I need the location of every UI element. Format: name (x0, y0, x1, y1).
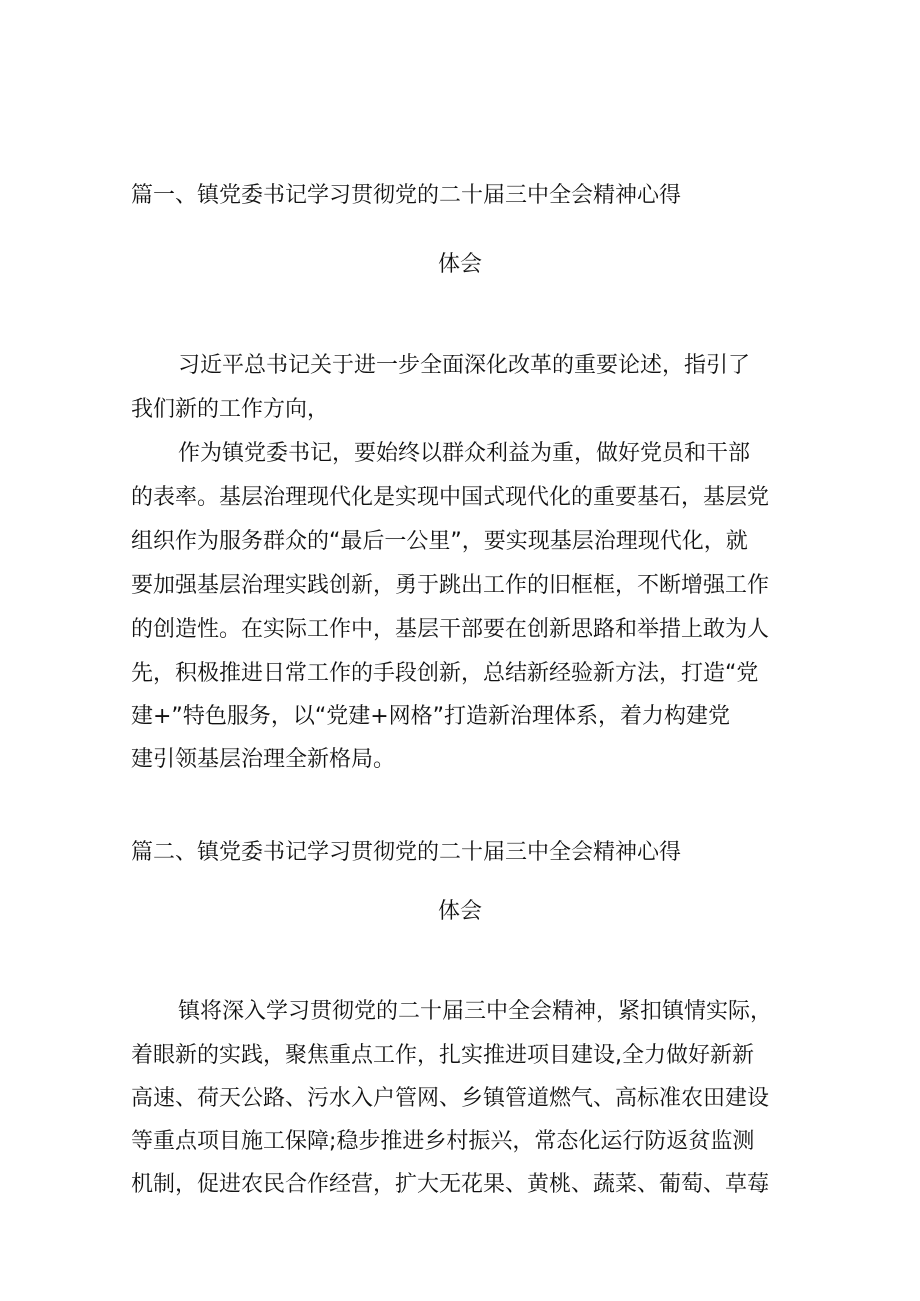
section-1-line-4: 的表率。基层治理现代化是实现中国式现代化的重要基石，基层党 (131, 485, 770, 510)
section-2-line-1: 镇将深入学习贯彻党的二十届三中全会精神，紧扣镇情实际， (178, 999, 773, 1024)
section-1-line-7: 的创造性。在实际工作中，基层干部要在创新思路和举措上敢为人 (131, 617, 770, 642)
section-2-line-5: 机制，促进农民合作经营，扩大无花果、黄桃、蔬菜、葡萄、草莓 (131, 1172, 770, 1197)
section-2-line-3: 高速、荷天公路、污水入户管网、乡镇管道燃气、高标准农田建设 (131, 1086, 770, 1111)
section-1-line-9: 建+”特色服务，以“党建+网格”打造新治理体系，着力构建党 (131, 704, 731, 729)
section-1-title: 篇一、镇党委书记学习贯彻党的二十届三中全会精神心得 (131, 183, 682, 208)
section-1-line-10: 建引领基层治理全新格局。 (131, 747, 396, 772)
section-1-line-3: 作为镇党委书记，要始终以群众利益为重，做好党员和干部 (178, 441, 751, 466)
section-2-title-continued: 体会 (437, 899, 482, 924)
section-2-title: 篇二、镇党委书记学习贯彻党的二十届三中全会精神心得 (131, 840, 682, 865)
section-1-line-6: 要加强基层治理实践创新，勇于跳出工作的旧框框，不断增强工作 (131, 573, 770, 598)
section-1-line-2: 我们新的工作方向， (131, 397, 330, 422)
section-2-line-4: 等重点项目施工保障;稳步推进乡村振兴，常态化运行防返贫监测 (131, 1129, 755, 1154)
section-1-title-continued: 体会 (437, 252, 482, 277)
section-1-line-8: 先，积极推进日常工作的手段创新，总结新经验新方法，打造“党 (131, 661, 759, 686)
section-1-line-1: 习近平总书记关于进一步全面深化改革的重要论述，指引了 (178, 353, 751, 378)
section-1-line-5: 组织作为服务群众的“最后一公里”，要实现基层治理现代化，就 (131, 529, 748, 554)
section-2-line-2: 着眼新的实践，聚焦重点工作，扎实推进项目建设,全力做好新新 (131, 1043, 754, 1068)
